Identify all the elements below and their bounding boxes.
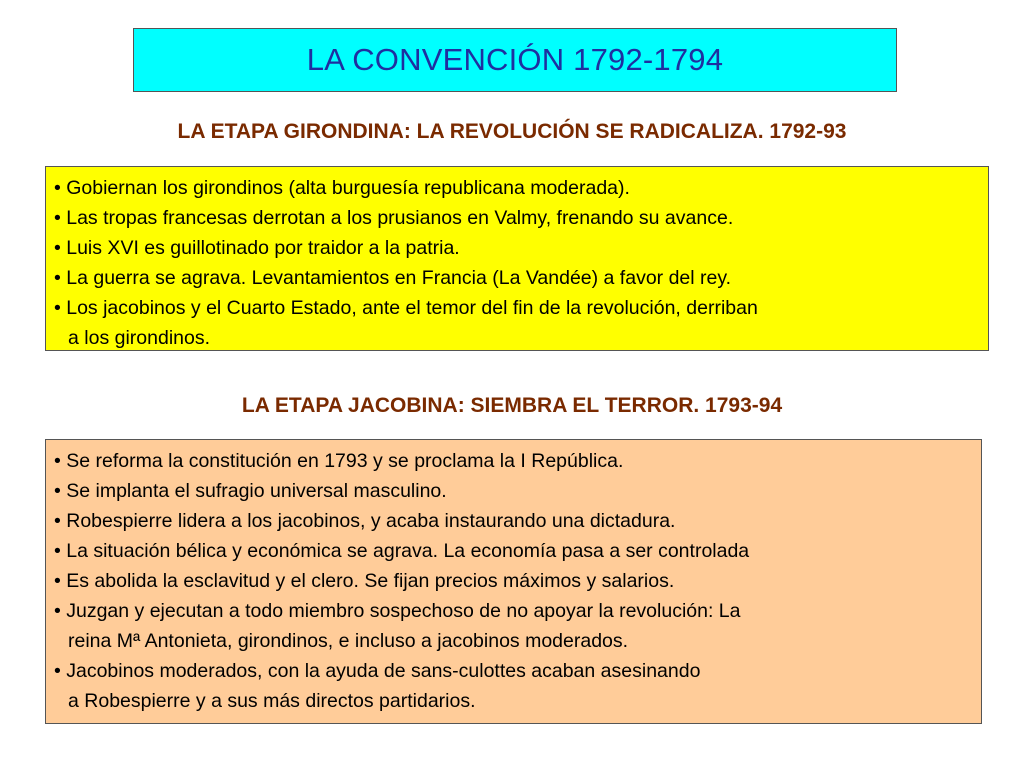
girondina-list [54,173,980,353]
list-item-text: • La guerra se agrava. Levantamientos en Francia (La Vandée) a favor del rey. [54,267,732,289]
list-item [54,506,973,536]
list-item [54,263,980,293]
list-item [54,566,973,596]
list-item [54,536,973,566]
girondina-heading: LA ETAPA GIRONDINA: LA REVOLUCIÓN SE RADICALIZA. 1792-93 [177,120,847,143]
list-item [54,203,980,233]
list-item-continuation: a los girondinos. [68,327,211,349]
list-item-text: • Las tropas francesas derrotan a los prusianos en Valmy, frenando su avance. [54,207,734,229]
list-item-continuation: reina Mª Antonieta, girondinos, e incluso a jacobinos moderados. [68,630,629,652]
list-item [54,656,973,716]
list-item-text: • Es abolida la esclavitud y el clero. Se fijan precios máximos y salarios. [54,570,675,592]
list-item [54,446,973,476]
list-item [54,476,973,506]
list-item-continuation: a Robespierre y a sus más directos partidarios. [68,690,476,712]
list-item-text: • Juzgan y ejecutan a todo miembro sospechoso de no apoyar la revolución: La [54,600,741,622]
list-item [54,293,980,353]
jacobina-heading: LA ETAPA JACOBINA: SIEMBRA EL TERROR. 1793-94 [241,394,783,417]
list-item-text: • Gobiernan los girondinos (alta burguesía republicana moderada). [54,177,630,199]
list-item [54,233,980,263]
list-item-text: • Se reforma la constitución en 1793 y se proclama la I República. [54,450,624,472]
title-box [133,28,897,92]
list-item-text: • Jacobinos moderados, con la ayuda de sans-culottes acaban asesinando [54,660,701,682]
list-item-text: • Robespierre lidera a los jacobinos, y acaba instaurando una dictadura. [54,510,676,532]
list-item-text: • La situación bélica y económica se agrava. La economía pasa a ser controlada [54,540,750,562]
list-item-text: • Luis XVI es guillotinado por traidor a la patria. [54,237,460,259]
list-item-text: • Se implanta el sufragio universal masculino. [54,480,447,502]
list-item [54,173,980,203]
girondina-box [45,166,989,351]
list-item-text: • Los jacobinos y el Cuarto Estado, ante el temor del fin de la revolución, derriban [54,297,758,319]
jacobina-box [45,439,982,724]
list-item [54,596,973,656]
page-title: LA CONVENCIÓN 1792-1794 [306,42,724,77]
jacobina-list [54,446,973,716]
